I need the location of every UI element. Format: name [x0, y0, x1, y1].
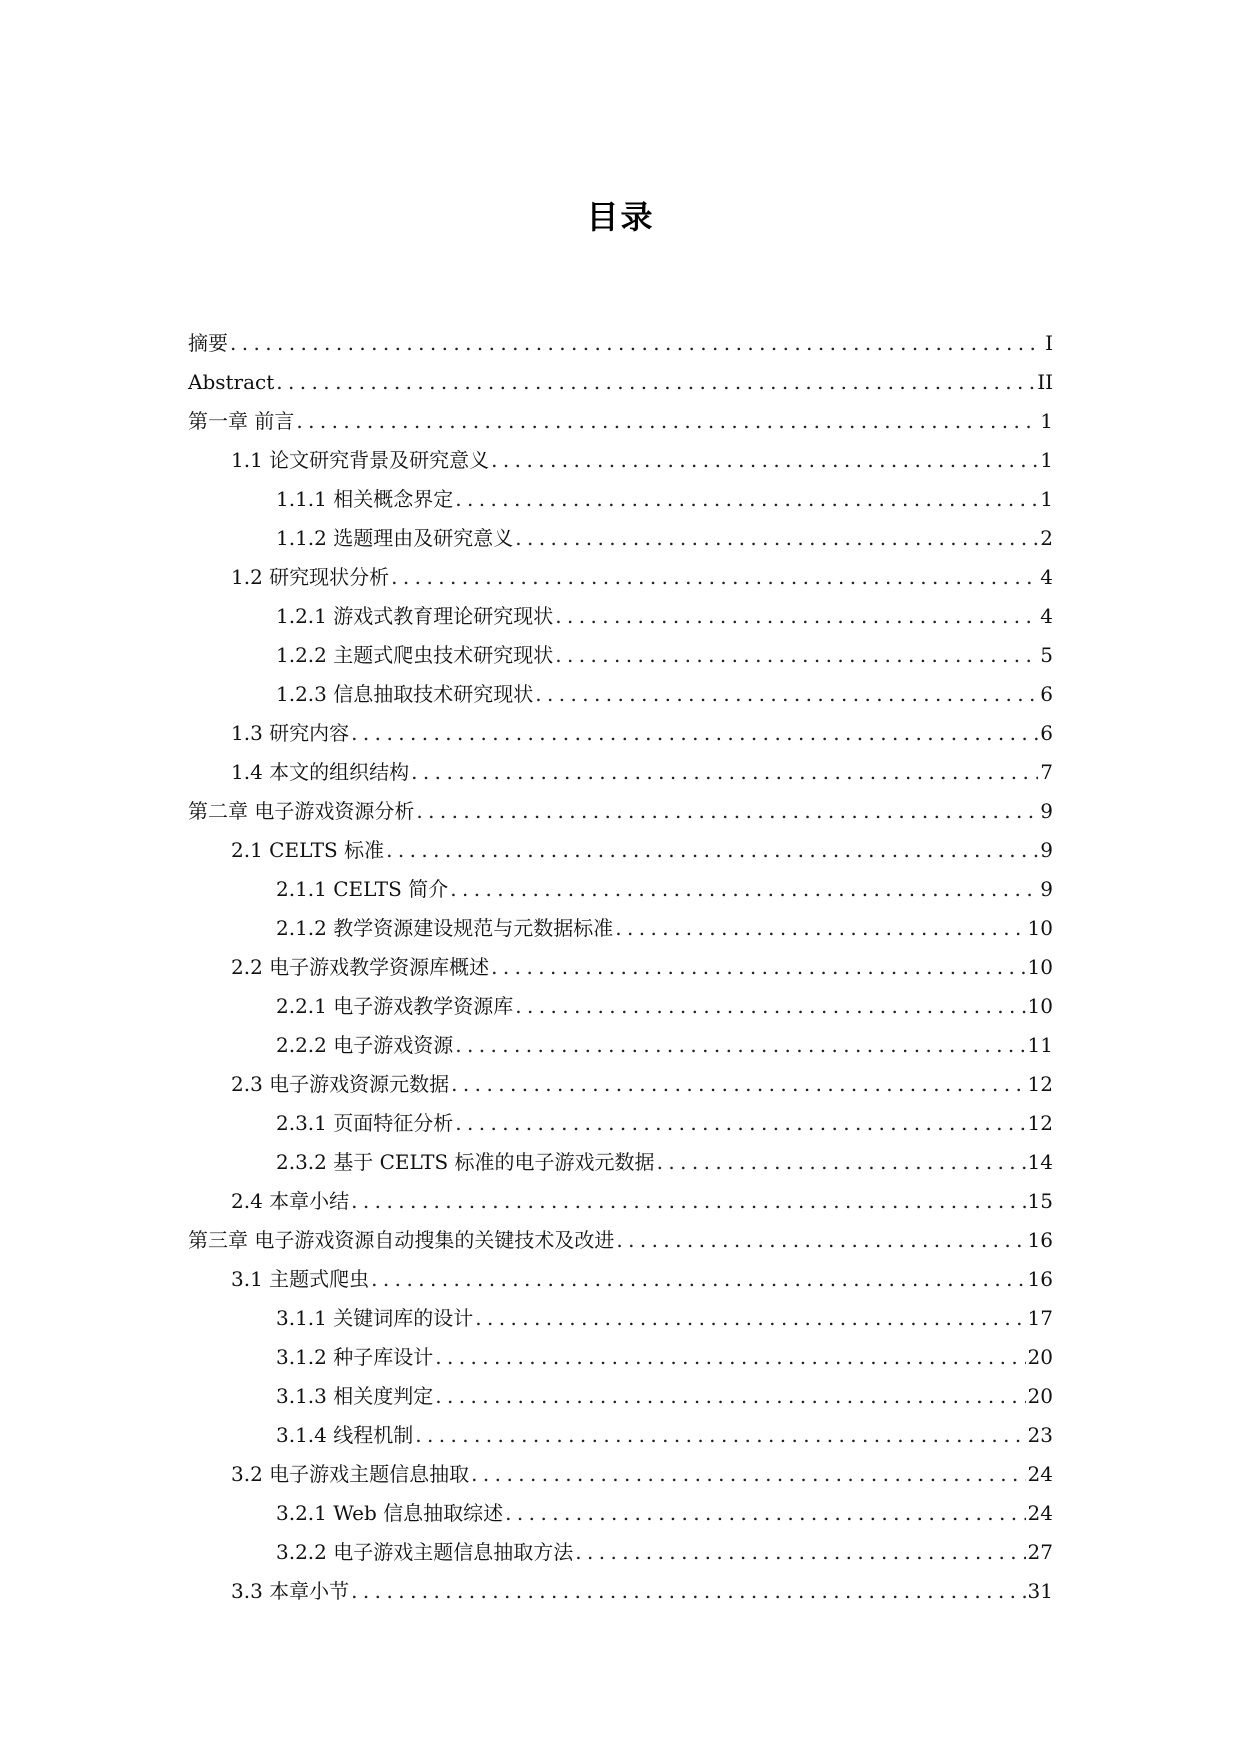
toc-dot-leader — [433, 1383, 1025, 1409]
toc-page-number: 20 — [1027, 1384, 1053, 1408]
toc-entry[interactable] — [188, 1256, 1053, 1295]
toc-page-number: 12 — [1027, 1072, 1053, 1096]
toc-entry-title: 1.3 研究内容 — [231, 721, 350, 745]
toc-entry-title: 3.1.2 种子库设计 — [276, 1345, 434, 1369]
toc-dot-leader — [228, 330, 1043, 356]
toc-entry[interactable] — [188, 1061, 1053, 1100]
page-title: 目录 — [586, 198, 655, 236]
toc-entry[interactable] — [188, 1490, 1053, 1529]
toc-entry[interactable] — [188, 1022, 1053, 1061]
toc-page-number: 1 — [1040, 448, 1053, 472]
toc-page-number: 10 — [1027, 916, 1053, 940]
toc-entry[interactable] — [188, 788, 1053, 827]
toc-entry[interactable] — [188, 1373, 1053, 1412]
toc-entry-title: 2.3.1 页面特征分析 — [276, 1111, 454, 1135]
toc-entry[interactable] — [188, 866, 1053, 905]
toc-dot-leader — [349, 1578, 1025, 1604]
toc-entry[interactable] — [188, 944, 1053, 983]
toc-entry[interactable] — [188, 632, 1053, 671]
toc-entry-title: 2.2.1 电子游戏教学资源库 — [276, 994, 514, 1018]
toc-entry-title: 2.2 电子游戏教学资源库概述 — [231, 955, 490, 979]
toc-entry[interactable] — [188, 359, 1053, 398]
toc-dot-leader — [433, 1344, 1025, 1370]
toc-entry[interactable] — [188, 1139, 1053, 1178]
toc-entry-title: 3.2 电子游戏主题信息抽取 — [231, 1462, 470, 1486]
toc-entry[interactable] — [188, 1412, 1053, 1451]
toc-page-number: 14 — [1027, 1150, 1053, 1174]
toc-dot-leader — [614, 1227, 1025, 1253]
toc-page-number: 5 — [1040, 643, 1053, 667]
toc-entry[interactable] — [188, 905, 1053, 944]
toc-page-number: 9 — [1040, 877, 1053, 901]
toc-entry[interactable] — [188, 710, 1053, 749]
toc-page-number: 31 — [1027, 1579, 1053, 1603]
toc-page-number: 20 — [1027, 1345, 1053, 1369]
toc-entry[interactable] — [188, 1451, 1053, 1490]
toc-entry-title: 2.1 CELTS 标准 — [231, 838, 385, 862]
toc-page-number: 24 — [1027, 1462, 1053, 1486]
toc-page-number: 15 — [1027, 1189, 1053, 1213]
toc-page-number: 24 — [1027, 1501, 1053, 1525]
toc-entry-title: 3.1.4 线程机制 — [276, 1423, 414, 1447]
toc-entry[interactable] — [188, 554, 1053, 593]
toc-entry[interactable] — [188, 1217, 1053, 1256]
toc-page-number: 10 — [1027, 955, 1053, 979]
toc-dot-leader — [553, 642, 1038, 668]
toc-entry-title: 1.2.1 游戏式教育理论研究现状 — [276, 604, 554, 628]
toc-dot-leader — [369, 1266, 1025, 1292]
toc-entry[interactable] — [188, 827, 1053, 866]
toc-entry[interactable] — [188, 515, 1053, 554]
toc-dot-leader — [613, 915, 1025, 941]
toc-page-number: 1 — [1040, 487, 1053, 511]
toc-entry[interactable] — [188, 593, 1053, 632]
toc-entry-title: 摘要 — [188, 331, 228, 355]
toc-dot-leader — [489, 954, 1025, 980]
toc-entry-title: 2.3.2 基于 CELTS 标准的电子游戏元数据 — [276, 1150, 655, 1174]
toc-page-number: 6 — [1040, 721, 1053, 745]
toc-entry-title: 2.1.2 教学资源建设规范与元数据标准 — [276, 916, 614, 940]
toc-page-number: 6 — [1040, 682, 1053, 706]
toc-entry-title: 3.2.1 Web 信息抽取综述 — [276, 1501, 504, 1525]
toc-dot-leader — [413, 1422, 1025, 1448]
toc-dot-leader — [449, 1071, 1025, 1097]
toc-entry-title: 3.1.1 关键词库的设计 — [276, 1306, 474, 1330]
toc-entry[interactable] — [188, 320, 1053, 359]
toc-page-number: 2 — [1040, 526, 1053, 550]
toc-page-number: 9 — [1040, 838, 1053, 862]
toc-page-number: 4 — [1040, 565, 1053, 589]
toc-page-number: 1 — [1040, 409, 1053, 433]
toc-entry[interactable] — [188, 1568, 1053, 1607]
toc-dot-leader — [349, 720, 1038, 746]
toc-entry-title: 1.2.3 信息抽取技术研究现状 — [276, 682, 534, 706]
toc-entry[interactable] — [188, 1529, 1053, 1568]
toc-entry-title: 3.2.2 电子游戏主题信息抽取方法 — [276, 1540, 574, 1564]
toc-dot-leader — [389, 564, 1038, 590]
toc-page-number: 7 — [1040, 760, 1053, 784]
toc-entry[interactable] — [188, 437, 1053, 476]
toc-dot-leader — [469, 1461, 1025, 1487]
toc-entry-title: 1.1.2 选题理由及研究意义 — [276, 526, 514, 550]
toc-page-number: 16 — [1027, 1267, 1053, 1291]
toc-dot-leader — [453, 486, 1038, 512]
toc-entry-title: 3.1 主题式爬虫 — [231, 1267, 370, 1291]
toc-page-number: 16 — [1027, 1228, 1053, 1252]
toc-entry-title: 1.1.1 相关概念界定 — [276, 487, 454, 511]
toc-entry-title: 1.2 研究现状分析 — [231, 565, 390, 589]
toc-dot-leader — [513, 525, 1038, 551]
toc-entry-title: 第二章 电子游戏资源分析 — [188, 799, 415, 823]
table-of-contents — [188, 320, 1053, 1607]
toc-page-number: 23 — [1027, 1423, 1053, 1447]
toc-entry-title: 2.4 本章小结 — [231, 1189, 350, 1213]
toc-dot-leader — [384, 837, 1038, 863]
toc-entry[interactable] — [188, 398, 1053, 437]
toc-dot-leader — [573, 1539, 1025, 1565]
toc-page-number: 12 — [1027, 1111, 1053, 1135]
toc-dot-leader — [448, 876, 1038, 902]
toc-entry-title: 2.3 电子游戏资源元数据 — [231, 1072, 450, 1096]
toc-dot-leader — [453, 1032, 1025, 1058]
toc-dot-leader — [655, 1149, 1026, 1175]
toc-page-number: 9 — [1040, 799, 1053, 823]
toc-page-number: 10 — [1027, 994, 1053, 1018]
toc-entry[interactable] — [188, 983, 1053, 1022]
toc-dot-leader — [489, 447, 1038, 473]
toc-dot-leader — [349, 1188, 1025, 1214]
toc-entry-title: Abstract — [188, 370, 275, 394]
toc-entry[interactable] — [188, 1295, 1053, 1334]
toc-entry[interactable] — [188, 671, 1053, 710]
toc-entry[interactable] — [188, 1100, 1053, 1139]
toc-dot-leader — [453, 1110, 1025, 1136]
toc-dot-leader — [414, 798, 1038, 824]
toc-page-number: 17 — [1027, 1306, 1053, 1330]
toc-page-number: 4 — [1040, 604, 1053, 628]
toc-entry[interactable] — [188, 1178, 1053, 1217]
toc-page-number: II — [1037, 370, 1053, 394]
toc-entry[interactable] — [188, 1334, 1053, 1373]
toc-dot-leader — [409, 759, 1038, 785]
toc-entry[interactable] — [188, 476, 1053, 515]
toc-dot-leader — [533, 681, 1038, 707]
toc-entry-title: 3.1.3 相关度判定 — [276, 1384, 434, 1408]
toc-entry-title: 1.2.2 主题式爬虫技术研究现状 — [276, 643, 554, 667]
toc-dot-leader — [473, 1305, 1025, 1331]
toc-page-number: 27 — [1027, 1540, 1053, 1564]
toc-entry-title: 2.1.1 CELTS 简介 — [276, 877, 449, 901]
toc-entry-title: 第一章 前言 — [188, 409, 295, 433]
toc-entry-title: 第三章 电子游戏资源自动搜集的关键技术及改进 — [188, 1228, 615, 1252]
toc-dot-leader — [553, 603, 1038, 629]
toc-dot-leader — [503, 1500, 1025, 1526]
toc-dot-leader — [274, 369, 1035, 395]
toc-page-number: I — [1045, 331, 1053, 355]
toc-dot-leader — [513, 993, 1025, 1019]
toc-entry-title: 3.3 本章小节 — [231, 1579, 350, 1603]
toc-page-number: 11 — [1027, 1033, 1053, 1057]
toc-entry-title: 2.2.2 电子游戏资源 — [276, 1033, 454, 1057]
toc-dot-leader — [294, 408, 1038, 434]
toc-entry-title: 1.1 论文研究背景及研究意义 — [231, 448, 490, 472]
toc-entry-title: 1.4 本文的组织结构 — [231, 760, 410, 784]
toc-entry[interactable] — [188, 749, 1053, 788]
